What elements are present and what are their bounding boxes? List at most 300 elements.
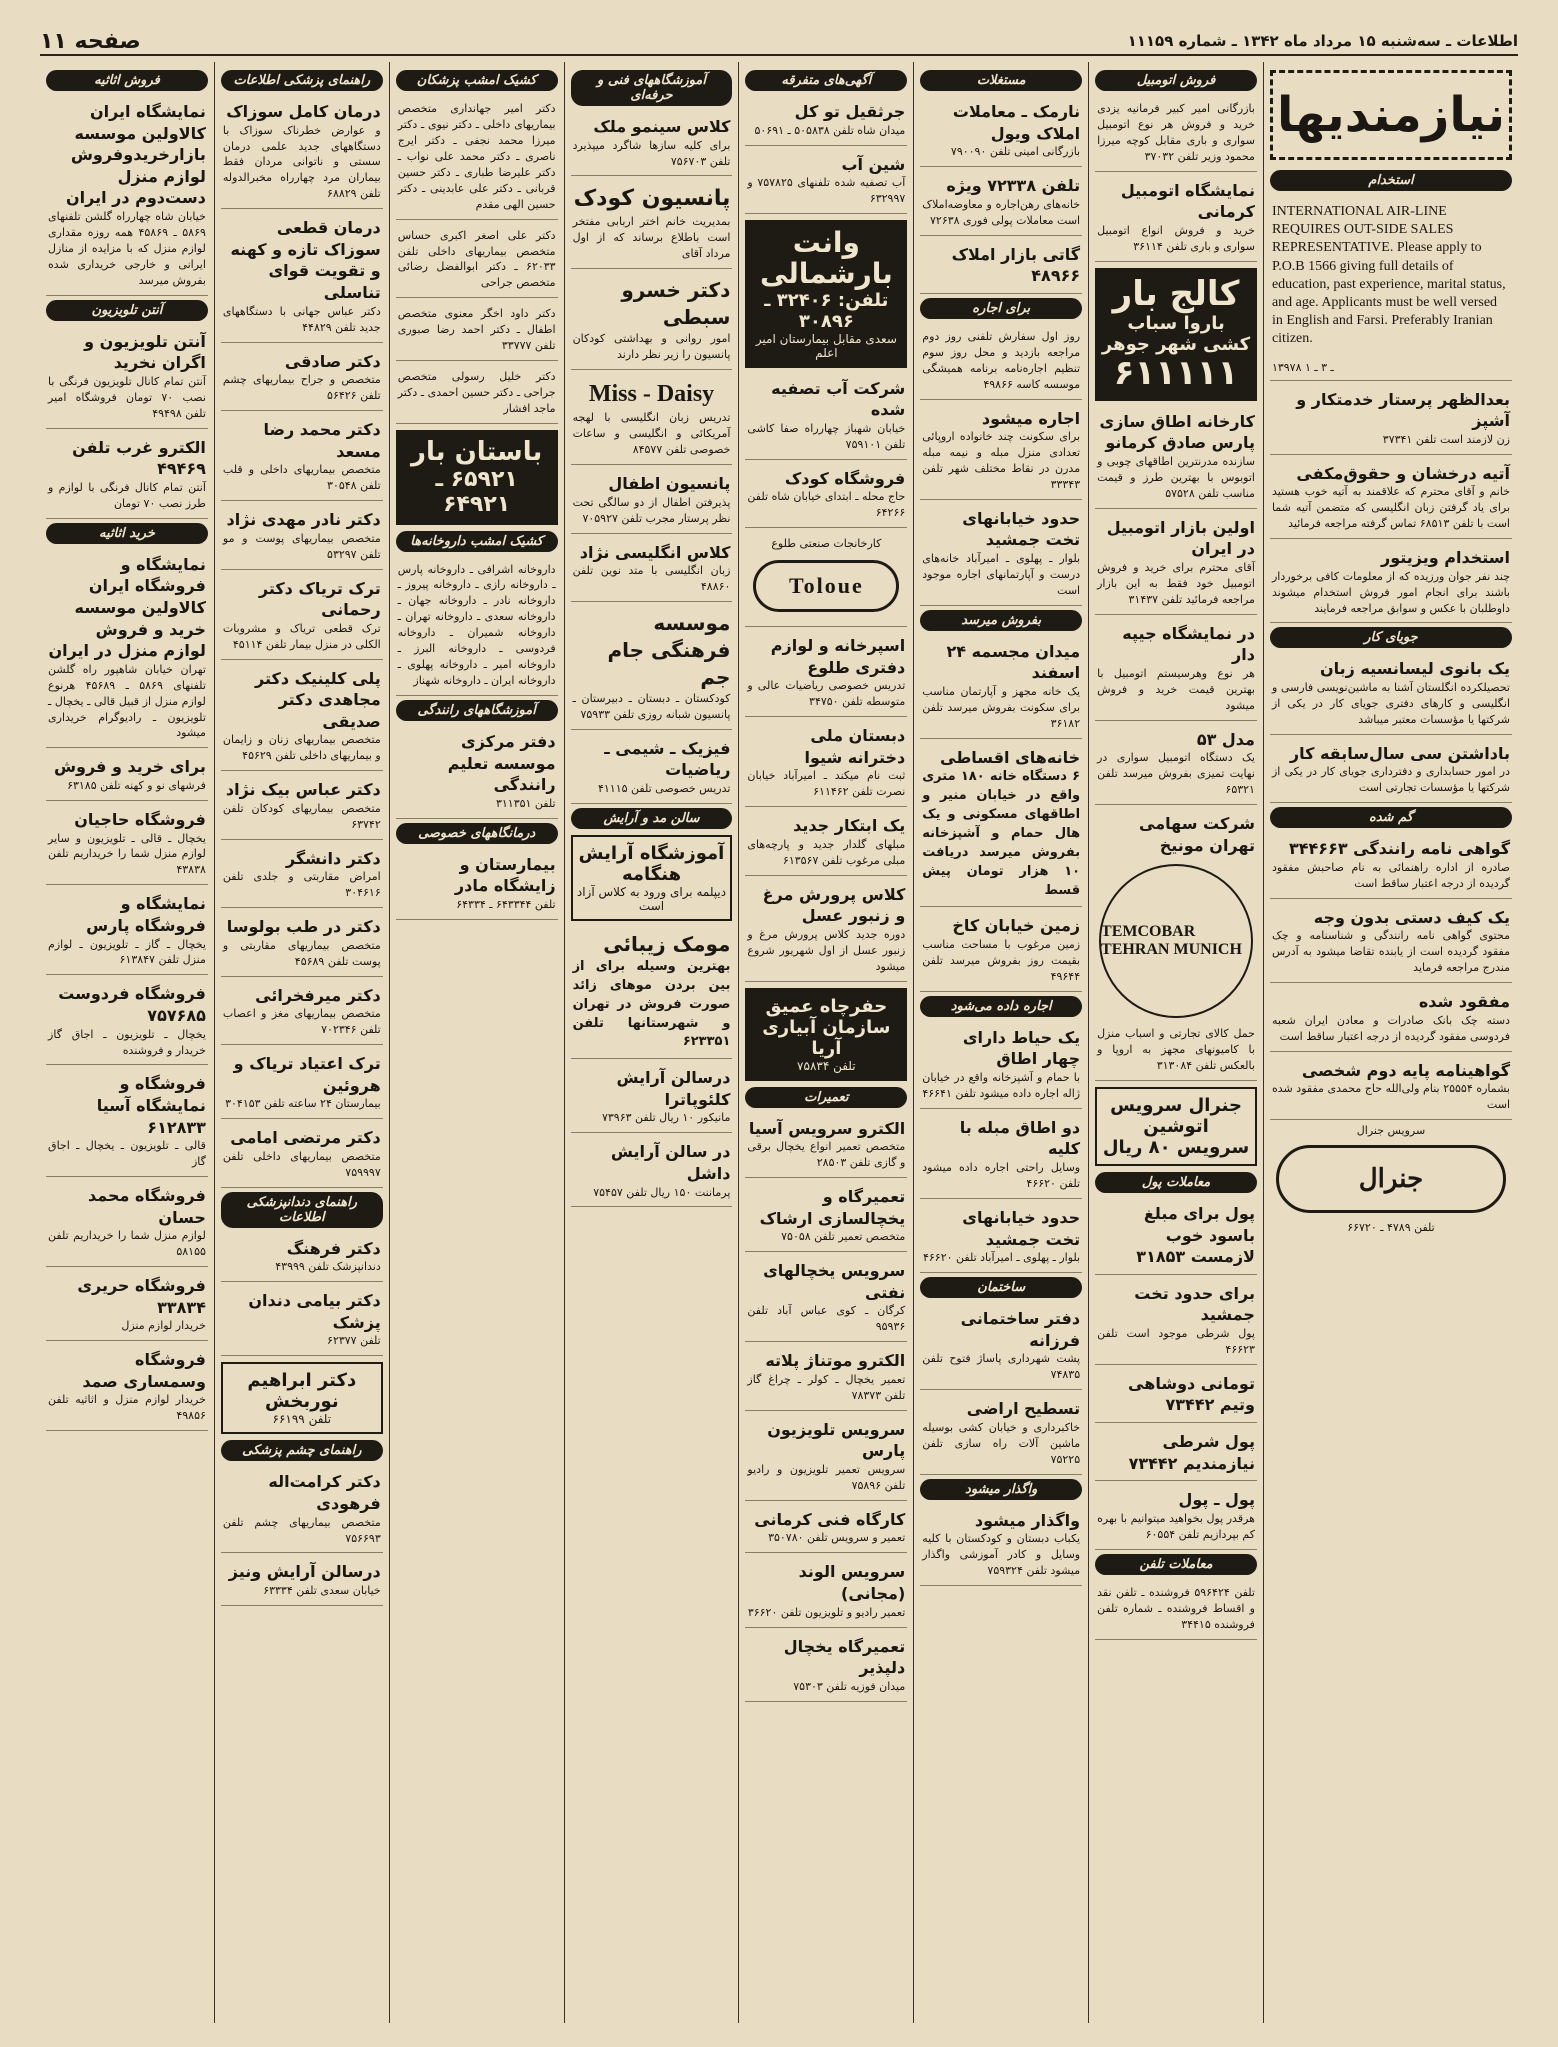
ad-title: دو اطاق مبله با کلیه — [959, 1117, 1081, 1159]
ad-title: در نمایشگاه جیپه دار — [1122, 623, 1255, 665]
ad-body: داروخانه اشرافی ـ داروخانه پارس ـ داروخانه رازی ـ داروخانه پیروز ـ داروخانه نادر ـ داروخانه جهان ـ داروخانه سعدی ـ داروخانه تهران ـ داروخانه شمیران ـ داروخانه فردوسی ـ داروخانه البرز ـ داروخانه امیر ـ داروخانه پهلوی ـ داروخانه ایران ـ داروخانه شهناز — [397, 562, 556, 688]
ad — [46, 805, 208, 885]
ad-body: سرویس تعمیر تلویزیون و رادیو تلفن ۷۵۸۹۶ — [747, 1462, 906, 1492]
ad — [571, 180, 733, 269]
ad — [396, 558, 558, 697]
ad-title: اسپرخانه و لوازم دفتری طلوع — [770, 636, 906, 677]
ad — [1095, 1427, 1257, 1481]
ad-body: پرماننت ۱۵۰ ریال تلفن ۷۵۴۵۷ — [593, 1185, 731, 1199]
ad-body: تحصیلکرده انگلستان آشنا به ماشین‌نویسی فارسی و انگلیسی و کارهای دفتری جویای کار در یکی از شرکتها یا مؤسسات معتبر میباشد — [1271, 681, 1510, 726]
ad-title: پانسیون اطفال — [608, 474, 731, 494]
ad — [571, 1063, 733, 1133]
ad-title: اجاره میشود — [981, 408, 1081, 428]
ad-title: فروشگاه کودک — [784, 468, 906, 488]
ad — [1095, 619, 1257, 721]
ad-body: تلفن ۳۱۱۳۵۱ — [495, 796, 556, 810]
ad-title: دکتر در طب بولوسا — [226, 917, 381, 937]
ad — [1270, 903, 1512, 983]
ad-title: آنتن تلویزیون و اگران نخرید — [84, 331, 206, 373]
column-1 — [1263, 62, 1518, 2023]
ad-body: دکتر علی اصغر اکبری حساس متخصص بیماریهای داخلی تلفن ۶۲۰۳۳ ـ دکتر ابوالفضل رضائی متخصص جراحی — [397, 228, 556, 290]
ad-title: کلاس سینمو ملک — [593, 117, 731, 136]
ad-title: زمین خیابان کاخ — [952, 916, 1081, 936]
general-caption: سرویس جنرال — [1356, 1124, 1426, 1138]
ad — [745, 1346, 907, 1410]
ad-body: آنتن تمام کانال فرنگی با لوازم و طرز نصب ۷۰ تومان — [48, 480, 206, 510]
display-ad-phone: تلفن ۷۵۸۳۴ — [797, 1058, 856, 1073]
ad-body: پذیرفتن اطفال از دو سالگی تحت نظر پرستار مجرب تلفن ۷۰۵۹۲۷ — [572, 495, 731, 525]
ad — [1270, 987, 1512, 1051]
ad-body: متخصص تعمیر انواع یخچال برقی و گازی تلفن ۲۸۵۰۳ — [747, 1140, 906, 1170]
ad-body: محتوی گواهی نامه رانندگی و شناسنامه و چک مفقود گردیده است از یابنده تقاضا میشود به آدرس مندرج مراجعه فرماید — [1271, 929, 1510, 975]
ad — [745, 464, 907, 528]
ad-body: متخصص بیماریهای داخلی تلفن ۷۵۹۹۹۷ — [222, 1149, 381, 1179]
display-ad — [396, 430, 558, 525]
ad-title: خانه‌های اقساطی — [940, 747, 1081, 767]
ad-title: استخدام ویزیتور — [1381, 548, 1510, 568]
ad-body: متخصص بیماریهای چشم تلفن ۷۵۶۶۹۳ — [222, 1515, 381, 1545]
section-header: گم شده — [1270, 807, 1512, 828]
section-header: واگذار میشود — [920, 1479, 1082, 1500]
ad — [745, 1632, 907, 1702]
ad-body: متخصص بیماریهای زنان و زایمان و بیماریهای داخلی تلفن ۴۵۶۲۹ — [222, 733, 381, 763]
ad-body: متخصص تعمیر تلفن ۷۵۰۵۸ — [781, 1230, 906, 1244]
ad — [221, 1234, 383, 1283]
page-number: صفحه ۱۱ — [40, 28, 141, 54]
section-header: بفروش میرسد — [920, 610, 1082, 631]
section-header: آگهی‌های متفرقه — [745, 70, 907, 91]
ad-body: بمدیریت خانم اختر اربابی مفتخر است باطلاع برساند که از اول مرداد آقای — [572, 215, 731, 261]
section-header: استخدام — [1270, 170, 1512, 191]
ad — [745, 532, 907, 627]
ad — [46, 1181, 208, 1267]
ad-body: فرشهای نو و کهنه تلفن ۶۳۱۸۵ — [67, 778, 206, 792]
ad — [920, 1113, 1082, 1199]
ad-body: میدان فوزیه تلفن ۷۵۳۰۳ — [793, 1679, 906, 1693]
ad-body: تدریس زبان انگلیسی با لهجه آمریکائی و انگلیسی و ساعات خصوصی تلفن ۸۴۵۷۷ — [572, 411, 731, 457]
ad-title: دکتر خسرو سبطی — [621, 277, 731, 329]
ad-body: کارخانجات صنعتی طلوع — [771, 537, 882, 551]
ad-title: کارخانه اطاق سازی پارس صادق کرمانو — [1099, 411, 1255, 453]
ad-body: هر نوع وهرسیستم اتومبیل با بهترین قیمت خرید و فروش میشود — [1097, 666, 1255, 712]
section-header: اجاره داده می‌شود — [920, 996, 1082, 1017]
ad-body: آب تصفیه شده تلفنهای ۷۵۷۸۲۵ و ۶۳۲۹۹۷ — [747, 176, 906, 206]
ad-body: امور روانی و بهداشتی کودکان پانسیون را زیر نظر دارند — [572, 331, 731, 361]
section-header: فروش اثاثیه — [46, 70, 208, 91]
display-ad-phone: ۶۱۱۱۱۱ — [1113, 353, 1239, 394]
ad — [1270, 834, 1512, 898]
ad-title: تعمیرگاه یخچال دلپذیر — [783, 1636, 906, 1678]
ad-title: شین آب — [841, 154, 906, 174]
ad-body: خرید و فروش انواع اتومبیل سواری و باری تلفن ۳۶۱۱۴ — [1097, 223, 1255, 253]
ad-body: دکتر خلیل رسولی متخصص جراحی ـ دکتر حسین احمدی ـ دکتر ماجد افشار — [397, 370, 556, 415]
ad — [745, 97, 907, 146]
ad-body: دکتر امیر جهانداری متخصص بیماریهای داخلی ـ دکتر نیوی ـ دکتر میرزا محمد نجفی ـ دکتر ایرج ناصری ـ دکتر محمد علی نواب ـ دکتر علیرضا طباری ـ دکتر حسین قربانی ـ دکتر علی عابدینی ـ دکتر حسین الهی مقدم — [397, 102, 556, 211]
ad-body: امراض مقاربتی و جلدی تلفن ۳۰۴۶۱۶ — [222, 870, 381, 900]
logo-text: جنرال — [1358, 1164, 1424, 1194]
ad-title: سرویس تلویزیون پارس — [767, 1419, 906, 1461]
ad — [1270, 543, 1512, 623]
display-ad-phone: ۶۵۹۲۱ ـ ۶۴۹۲۱ — [435, 466, 518, 517]
ad-body: ترک قطعی تریاک و مشروبات الکلی در منزل بیمار تلفن ۴۵۱۱۴ — [222, 621, 381, 651]
ad-title: میدان مجسمه ۲۴ اسفند — [946, 641, 1081, 683]
ad — [1095, 513, 1257, 615]
ad-title: فیزیک ـ شیمی ـ ریاضیات — [604, 738, 731, 780]
ad-body: آنتن تمام کانال تلویزیون فرنگی با نصب ۷۰ تومان فروشگاه امیر تلفن ۴۹۴۹۸ — [48, 374, 206, 420]
ad — [1270, 1056, 1512, 1120]
section-header: آنتن تلویزیون — [46, 300, 208, 321]
display-ad-title: جنرال سرویس اتوشین — [1110, 1095, 1242, 1137]
ad — [571, 734, 733, 804]
ad-body: یخچال ـ گاز ـ تلویزیون ـ لوازم منزل تلفن ۶۱۳۸۴۷ — [48, 937, 206, 967]
ad-title: دکتر عباس بیک نژاد — [225, 780, 381, 800]
ad — [745, 1415, 907, 1501]
ad-body: خیابان شهباز چهارراه صفا کاشی تلفن ۷۵۹۱۰۱ — [747, 421, 906, 451]
ad — [745, 1182, 907, 1252]
ad — [920, 240, 1082, 294]
ad-title: دکتر مرتضی امامی — [230, 1128, 381, 1148]
ad — [46, 1345, 208, 1431]
ad-body: حمل کالای تجارتی و اسباب منزل با کامیونهای مجهز به اروپا و بالعکس تلفن ۳۱۳۰۸۴ — [1097, 1027, 1255, 1073]
ad-body: پول شرطی موجود است تلفن ۴۶۶۲۳ — [1097, 1326, 1255, 1356]
display-ad-address: سعدی مقابل بیمارستان امیر اعلم — [755, 331, 897, 360]
ad-body: روز اول سفارش تلفنی روز دوم مراجعه بازدید و محل روز سوم تنظیم اجاره‌نامه برنامه همیشگی موسسه کاسه ۴۹۸۶۶ — [922, 329, 1081, 391]
ad — [1095, 407, 1257, 509]
ad-body: متخصص بیماریهای کودکان تلفن ۶۳۷۴۲ — [222, 801, 381, 831]
ad-title: پول شرطی نیازمندیم ۷۳۴۴۲ — [1128, 1432, 1255, 1473]
section-header: درمانگاههای خصوصی — [396, 823, 558, 844]
ad — [920, 97, 1082, 167]
ad-title: دفتر ساختمانی فرزانه — [960, 1309, 1081, 1350]
ad-body: در امور حسابداری و دفترداری جویای کار در یکی از شرکتها یا مؤسسات تجارتی است — [1271, 765, 1510, 795]
display-ad-title: آموزشگاه آرایش هنگامه — [578, 842, 725, 885]
ad — [221, 844, 383, 908]
ad — [571, 112, 733, 176]
ad-body: بازرگانی امیر کبیر فرمانیه یزدی خرید و فروش هر نوع اتومبیل سواری و باری مقابل کوچه میرزا محمود وزیر تلفن ۳۷۰۳۲ — [1097, 102, 1255, 163]
ad — [46, 752, 208, 801]
ad-title: دفتر مرکزی موسسه تعلیم رانندگی — [447, 732, 556, 795]
ad — [745, 811, 907, 875]
ad — [46, 550, 208, 749]
section-header: سالن مد و آرایش — [571, 808, 733, 829]
ad — [221, 347, 383, 411]
ad-body: خانه‌های رهن‌اجاره و معاوضه‌املاک است معاملات پولی فوری ۷۲۶۳۸ — [922, 197, 1081, 227]
section-header: معاملات پول — [1095, 1172, 1257, 1193]
ad-body: متخصص بیماریهای مغز و اعصاب تلفن ۷۰۲۳۴۶ — [222, 1007, 381, 1037]
ad-title: درسالن آرایش ونیز — [228, 1562, 381, 1582]
general-logo — [1276, 1145, 1506, 1213]
ad — [46, 1069, 208, 1177]
ad-title: تلفن ۷۲۳۳۸ ویژه — [946, 176, 1081, 196]
ad-title: بیمارستان و زایشگاه مادر — [454, 854, 556, 896]
ad-body: بهترین وسیله برای از بین بردن موهای زائد صورت فروش در تهران و شهرستانها تلفن ۶۲۳۳۵۱ — [572, 958, 731, 1050]
column-6 — [389, 62, 564, 2023]
ad — [1270, 355, 1512, 381]
ad-title: موسسه فرهنگی جام جم — [607, 610, 731, 689]
ad-title: دکتر بیامی دندان پزشک — [248, 1291, 381, 1332]
ad — [221, 505, 383, 569]
ad-body: دسته چک بانک صادرات و معادن ایران شعبه فردوسی مفقود گردیده از درجه اعتبار ساقط است — [1271, 1013, 1510, 1043]
ad-body: یخچال ـ قالی ـ تلویزیون و سایر لوازم منزل شما را خریداریم تلفن ۴۳۸۳۸ — [48, 831, 206, 877]
ad-body: متخصص بیماریهای داخلی و قلب تلفن ۳۰۵۴۸ — [222, 463, 381, 493]
column-4 — [738, 62, 913, 2023]
temcobar-logo — [1099, 864, 1253, 1018]
ad-body: متخصص بیماریهای پوست و مو تلفن ۵۳۲۹۷ — [222, 531, 381, 561]
ad-body: یکباب دبستان و کودکستان با کلیه وسایل و کادر آموزشی واگذار میشود تلفن ۷۵۹۳۲۴ — [922, 1532, 1081, 1577]
ad-title: آتیه درخشان و حقوق‌مکفی — [1296, 463, 1510, 483]
ad — [920, 911, 1082, 991]
ad — [1095, 1581, 1257, 1640]
ad-body: تلفن ۶۴۳۳۴۴ ـ ۶۴۳۳۴ — [456, 897, 556, 911]
ad — [1095, 1199, 1257, 1275]
section-header: کشیک امشب پزشکان — [396, 70, 558, 91]
display-ad-title: دکتر ابراهیم نوربخش — [247, 1370, 357, 1413]
section-header: خرید اثاثیه — [46, 523, 208, 544]
ad — [1270, 654, 1512, 734]
ad — [221, 1123, 383, 1187]
section-header: کشیک امشب داروخانه‌ها — [396, 531, 558, 552]
ad-title: پلی کلینیک دکتر مجاهدی دکتر صدیقی — [255, 668, 381, 731]
ad — [745, 1557, 907, 1627]
ad-body: مبلهای گلدار جدید و پارچه‌های مبلی مرغوب تلفن ۶۱۳۵۶۷ — [747, 837, 906, 867]
ad — [46, 1271, 208, 1341]
ad — [745, 150, 907, 214]
ad — [1095, 725, 1257, 805]
issue-line: اطلاعات ـ سه‌شنبه ۱۵ مرداد ماه ۱۳۴۲ ـ شماره ۱۱۱۵۹ — [1127, 32, 1518, 50]
ad-body: مانیکور ۱۰ ریال تلفن ۷۳۹۶۳ — [601, 1111, 731, 1125]
ad-body: بلوار ـ پهلوی ـ امیرآباد خانه‌های درست و آپارتمانهای اجاره موجود است — [922, 552, 1081, 597]
ad — [46, 889, 208, 975]
ad-body: صادره از اداره راهنمائی به نام صاحبش مفقود گردیده از درجه اعتبار ساقط است — [1271, 860, 1510, 890]
display-ad-title: وانت بارشمالی — [759, 226, 893, 290]
ad — [920, 1203, 1082, 1273]
ad-title: فروشگاه و نمایشگاه آسیا ۶۱۲۸۳۳ — [96, 1074, 206, 1137]
section-header: آموزشگاههای فنی و حرفه‌ای — [571, 70, 733, 106]
ad — [396, 365, 558, 424]
ad-body: تدریس خصوصی ریاضیات عالی و متوسطه تلفن ۳۴۷۵۰ — [747, 679, 906, 709]
column-2 — [1088, 62, 1263, 2023]
section-header: ساختمان — [920, 1277, 1082, 1298]
ad — [920, 637, 1082, 739]
page-header — [40, 28, 1518, 56]
section-header: تعمیرات — [745, 1087, 907, 1108]
ad-body: بازرگانی امینی تلفن ۷۹۰۰۹۰ — [950, 145, 1081, 159]
ad — [920, 1506, 1082, 1586]
ad-title: بعدالظهر پرستار خدمتکار و آشپز — [1296, 389, 1510, 431]
ad-title: الکترو سرویس آسیا — [748, 1118, 906, 1138]
ad — [571, 469, 733, 533]
ad-body: یک خانه مجهز و آپارتمان مناسب برای سکونت بفروش میرسد تلفن ۳۶۱۸۲ — [922, 685, 1081, 730]
ad-title: برای خرید و فروش — [53, 757, 206, 777]
ad-title: دکتر فرهنگ — [286, 1238, 381, 1258]
ad-title: یک بانوی لیسانسیه زبان — [1319, 659, 1510, 679]
ad — [920, 743, 1082, 908]
ad-title: اولین بازار اتومبیل در ایران — [1106, 517, 1255, 559]
ad-title: گاتی بازار املاک ۴۸۹۶۶ — [951, 244, 1081, 286]
ad — [221, 415, 383, 501]
ad-body: تعمیر رادیو و تلویزیون تلفن ۳۶۶۲۰ — [747, 1605, 906, 1619]
ad — [571, 273, 733, 370]
toloue-logo — [753, 560, 899, 612]
ad-body: هرقدر پول بخواهید میتوانیم با بهره کم بپردازیم تلفن ۶۰۵۵۴ — [1097, 1511, 1255, 1541]
ad-title: نمایشگاه و فروشگاه پارس — [86, 894, 206, 935]
display-ad-phone: تلفن ۶۶۱۹۹ — [272, 1412, 332, 1427]
ad — [920, 504, 1082, 606]
display-ad — [221, 1362, 383, 1434]
display-ad — [1095, 1087, 1257, 1166]
ad — [221, 1286, 383, 1356]
ad-body: و عوارض خطرناک سوزاک با دستگاههای جدید علمی درمان سستی و ناتوانی مردان فقط بیماران مرد چهارراه مخبرالدوله تلفن ۶۸۸۲۹ — [222, 123, 381, 201]
ad-title: یک حیاط دارای چهار اطاق — [962, 1027, 1081, 1069]
ad-body: با حمام و آشپزخانه واقع در خیابان ژاله اجاره داده میشود تلفن ۴۶۶۴۱ — [922, 1070, 1081, 1100]
ad — [46, 979, 208, 1065]
ad — [745, 631, 907, 717]
ad-body: کودکستان ـ دبستان ـ دبیرستان ـ پانسیون شبانه روزی تلفن ۷۵۹۳۳ — [572, 691, 731, 721]
ad-title: کارگاه فنی کرمانی — [754, 1509, 906, 1529]
ad-title: دکتر میرفخرائی — [255, 985, 381, 1005]
ad-body: دکتر داود اخگر معنوی متخصص اطفال ـ دکتر احمد رضا صبوری تلفن ۳۳۷۷۷ — [397, 307, 556, 353]
ad-body: چند نفر جوان ورزیده که از معلومات کافی برخوردار باشند برای انجام امور فروش استخدام میشوند داوطلبان با عکس و سوابق مراجعه فرمایند — [1271, 569, 1510, 615]
ad-title: کلاس انگلیسی نژاد — [579, 542, 731, 562]
ad — [396, 850, 558, 920]
display-ad-subtitle: باروا سباب کشی شهر جوهر — [1101, 313, 1251, 356]
ad-title: شرکت سهامی تهران مونیخ — [1139, 814, 1255, 855]
display-ad — [745, 220, 907, 368]
ad — [46, 97, 208, 296]
ad-body: متخصص بیماریهای مقاربتی و پوست تلفن ۴۵۶۸۹ — [222, 938, 381, 968]
ad-title: کلاس پرورش مرغ و زنبور عسل — [762, 884, 906, 926]
ad — [745, 374, 907, 460]
ad-title: دبستان ملی دخترانه شیوا — [804, 726, 906, 767]
ad-body: تلفن ۵۹۶۴۲۴ فروشنده ـ تلفن نقد و اقساط فروشنده ـ شماره تلفن فروشنده ۳۴۴۱۵ — [1097, 1585, 1255, 1631]
ad-title: در سالن آرایش داشل — [610, 1142, 731, 1183]
ad-title: الکترو موتناژ پلاته — [765, 1351, 906, 1371]
logo-text: Toloue — [788, 573, 864, 599]
ad-title: دکتر صادقی — [284, 351, 381, 371]
ad — [571, 538, 733, 602]
ad-title: برای حدود تخت جمشید — [1134, 1283, 1255, 1325]
ad-title: پول ـ پول — [1178, 1490, 1255, 1510]
ad — [221, 1467, 383, 1553]
ad-title: نمایشگاه اتومبیل کرمانی — [1120, 180, 1255, 222]
ad — [221, 664, 383, 772]
display-ad-subtitle: سازمان آبیاری آریا — [762, 1016, 891, 1059]
ad — [1095, 97, 1257, 172]
ad-title: تومانی دوشاهی وتیم ۷۳۴۴۲ — [1128, 1373, 1255, 1415]
ad-body: زن لازمند است تلفن ۳۷۳۴۱ — [1382, 432, 1510, 446]
section-header: جویای کار — [1270, 627, 1512, 648]
ad-body: برای کلیه سازها شاگرد میپذیرد تلفن ۷۵۶۷۰۳ — [572, 138, 731, 168]
ad-title: تعمیرگاه و یخچالسازی ارشاک — [759, 1187, 906, 1228]
ad-title: مدل ۵۳ — [1196, 729, 1255, 749]
ad-body: تلفن ۴۷۸۹ ـ ۶۶۷۲۰ — [1347, 1221, 1435, 1235]
ad — [571, 927, 733, 1059]
ad — [745, 721, 907, 807]
ad-title: نارمک ـ معاملات املاک ویول — [952, 102, 1081, 143]
ad-title: تسطیح اراضی — [966, 1399, 1081, 1419]
display-ad-subtitle: سرویس ۸۰ ریال — [1102, 1137, 1250, 1158]
ad — [221, 1049, 383, 1119]
ad-title: پول برای مبلغ باسود خوب لازمست ۳۱۸۵۳ — [1136, 1204, 1255, 1267]
display-ad — [1095, 268, 1257, 401]
ad-title: الکترو غرب تلفن ۴۹۴۶۹ — [72, 437, 206, 479]
ad-title: نمایشگاه و فروشگاه ایران کالاولین موسسه خرید و فروش لوازم منزل در ایران — [48, 554, 206, 661]
section-header: راهنمای چشم پزشکی — [221, 1440, 383, 1461]
ad — [745, 1114, 907, 1178]
ad-title: Miss - Daisy — [588, 380, 715, 407]
ad-title: فروشگاه وسمساری صمد — [82, 1350, 206, 1391]
ad — [396, 97, 558, 220]
ad-body: کرگان ـ کوی عباس آباد تلفن ۹۵۹۳۶ — [747, 1304, 906, 1334]
ad-title: گواهی نامه رانندگی ۳۴۴۶۶۳ — [1289, 839, 1510, 859]
ad-body: زبان انگلیسی با متد نوین تلفن ۴۸۸۶۰ — [572, 564, 731, 594]
ad — [571, 606, 733, 730]
ad-body: متخصص و جراح بیماریهای چشم تلفن ۵۶۴۲۶ — [222, 373, 381, 403]
ad-body: دکتر عباس جهانی با دستگاههای جدید تلفن ۴۴۸۲۹ — [222, 304, 381, 334]
ad-title: فروشگاه فردوست ۷۵۷۶۸۵ — [58, 984, 206, 1025]
ad-body: قالی ـ تلویزیون ـ یخچال ـ اجاق گاز — [48, 1139, 206, 1169]
ad-body: تدریس خصوصی تلفن ۴۱۱۱۵ — [597, 782, 731, 796]
ad-title: دکتر نادر مهدی نژاد — [226, 510, 381, 530]
ad-body: خانم و آقای محترم که علاقمند به آتیه خوب هستید برای یاد گرفتن زبان انگلیسی که متضمن آتیه شما است با تلفن ۶۸۵۱۳ تماس گرفته مراجعه فرمائید — [1271, 485, 1510, 531]
ad-body: تعمیر یخچال ـ کولر ـ چراغ گاز تلفن ۷۸۳۷۳ — [747, 1372, 906, 1402]
ad-body: وسایل راحتی اجاره داده میشود تلفن ۴۶۶۲۰ — [922, 1161, 1081, 1190]
ad — [920, 404, 1082, 500]
column-7 — [214, 62, 389, 2023]
ad — [221, 775, 383, 839]
masthead-title: نیازمندیها — [1270, 70, 1512, 160]
ad-body: بشماره ۲۵۵۵۴ بنام ولی‌الله حاج محمدی مفقود شده است — [1271, 1082, 1510, 1112]
ad — [920, 1023, 1082, 1109]
ad-title: سرویس الوند (مجانی) — [798, 1562, 906, 1603]
ad-body: پشت شهرداری پاساژ فتوح تلفن ۷۴۸۳۵ — [922, 1352, 1081, 1382]
display-ad-title: باستان بار — [411, 436, 543, 467]
ad — [46, 433, 208, 519]
ad — [1270, 739, 1512, 803]
ad — [396, 727, 558, 819]
ad — [1095, 176, 1257, 262]
ad-title: درمان کامل سوزاک — [226, 102, 381, 121]
ad-body: یخچال ـ تلویزیون ـ اجاق گاز خریدار و فروشنده — [48, 1027, 206, 1057]
ad-title: نمایشگاه ایران کالاولین موسسه بازارخریدوفروش لوازم منزل دست‌دوم در ایران — [65, 102, 206, 208]
ad-body: سازنده مدرنترین اطاقهای چوبی و اتوبوس با بهترین طرز و قیمت مناسب تلفن ۵۷۵۲۸ — [1097, 454, 1255, 500]
display-ad-subtitle: دیپلمه برای ورود به کلاس آزاد است — [576, 884, 727, 913]
column-8 — [40, 62, 214, 2023]
ad — [1095, 809, 1257, 1081]
ad-title: سرویس یخچالهای نفتی — [763, 1261, 906, 1302]
ad-body: آقای محترم برای خرید و فروش اتومبیل خود فقط به این بازار مراجعه فرمائید تلفن ۳۱۴۳۷ — [1097, 560, 1255, 606]
ad-body: ۶ دستگاه خانه ۱۸۰ متری واقع در خیابان منیر و اطاقهای مسکونی و یک هال حمام و آشپزخانه بفروش میرسد دریافت ۱۰ هزار تومان پیش قسط — [922, 769, 1081, 898]
ad-body: بلوار ـ پهلوی ـ امیرآباد تلفن ۴۶۶۲۰ — [922, 1251, 1081, 1265]
ad-body: حاج محله ـ ابتدای خیابان شاه تلفن ۶۴۲۶۶ — [747, 490, 906, 520]
section-header: مستغلات — [920, 70, 1082, 91]
ad-title: یک کیف دستی بدون وجه — [1313, 907, 1510, 927]
ad-title: دکتر محمد رضا مسعد — [263, 420, 381, 461]
section-header: راهنمای دندانپزشکی اطلاعات — [221, 1192, 383, 1228]
ad-title: ترک تریاک دکتر رحمانی — [258, 578, 381, 620]
display-ad-phone: تلفن: ۳۲۴۰۶ ـ ۳۰۸۹۶ — [764, 289, 889, 332]
ad — [571, 1137, 733, 1207]
ad-title: یک ابتکار جدید — [793, 816, 906, 836]
ad — [1270, 459, 1512, 539]
ad-title: جرثقیل تو کل — [794, 102, 906, 121]
ad-body: تهران خیابان شاهپور راه گلشن تلفنهای ۵۸۶۹ ـ ۴۵۶۸۹ هرنوع لوازم منزل از قبیل قالی ـ یخچال ـ تلویزیون ـ رادیوگرام خریداری میشود — [48, 662, 206, 740]
ad — [920, 171, 1082, 235]
display-ad — [571, 835, 733, 921]
ad-body: تلفن ۶۲۳۷۷ — [327, 1334, 381, 1348]
ad — [920, 1304, 1082, 1390]
ad-title: گواهینامه پایه دوم شخصی — [1301, 1060, 1510, 1080]
